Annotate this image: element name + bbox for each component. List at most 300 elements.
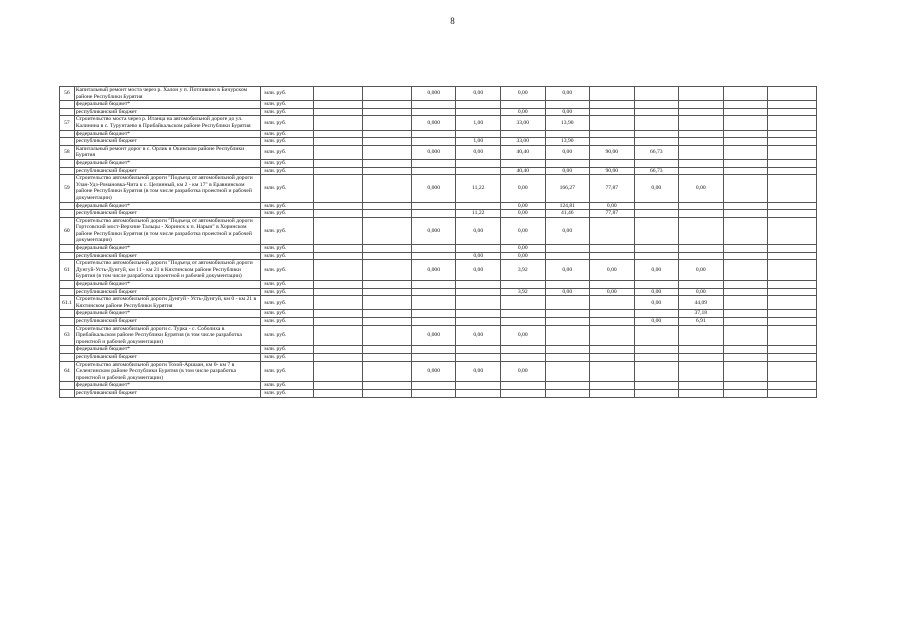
value-cell — [634, 252, 679, 260]
value-cell — [545, 346, 590, 354]
unit-cell: млн. руб. — [261, 252, 314, 260]
value-cell — [314, 346, 363, 354]
value-cell — [363, 361, 412, 382]
value-cell — [768, 288, 817, 296]
value-cell — [411, 138, 456, 146]
table-row-budget — [60, 101, 817, 109]
table-row-budget — [60, 281, 817, 289]
budget-source-cell: федеральный бюджет* — [74, 202, 261, 210]
value-cell: 1,00 — [456, 116, 501, 130]
value-cell — [679, 101, 724, 109]
budget-source-cell: республиканский бюджет — [74, 389, 261, 397]
value-cell — [363, 159, 412, 167]
value-cell — [723, 288, 768, 296]
value-cell — [768, 202, 817, 210]
unit-cell: млн. руб. — [261, 87, 314, 101]
value-cell — [314, 288, 363, 296]
value-cell — [456, 296, 501, 310]
value-cell — [411, 167, 456, 175]
value-cell: 0,00 — [634, 175, 679, 202]
budget-source-cell: федеральный бюджет* — [74, 346, 261, 354]
value-cell — [590, 353, 635, 361]
row-number-cell — [60, 252, 75, 260]
value-cell — [723, 202, 768, 210]
value-cell — [363, 145, 412, 159]
value-cell: 0,00 — [545, 108, 590, 116]
value-cell — [590, 318, 635, 326]
value-cell — [363, 260, 412, 281]
budget-source-cell: федеральный бюджет* — [74, 159, 261, 167]
value-cell — [411, 252, 456, 260]
value-cell — [634, 116, 679, 130]
value-cell — [411, 130, 456, 138]
value-cell — [768, 138, 817, 146]
value-cell — [314, 260, 363, 281]
value-cell: 33,00 — [500, 116, 545, 130]
value-cell — [314, 159, 363, 167]
budget-source-cell: федеральный бюджет* — [74, 245, 261, 253]
value-cell — [314, 310, 363, 318]
value-cell — [411, 101, 456, 109]
value-cell: 0,00 — [456, 252, 501, 260]
value-cell — [590, 382, 635, 390]
value-cell — [634, 108, 679, 116]
unit-cell: млн. руб. — [261, 260, 314, 281]
unit-cell: млн. руб. — [261, 325, 314, 346]
row-number-cell — [60, 353, 75, 361]
value-cell — [456, 389, 501, 397]
value-cell — [723, 260, 768, 281]
value-cell: 0,00 — [500, 361, 545, 382]
value-cell — [411, 288, 456, 296]
value-cell — [723, 318, 768, 326]
value-cell: 40,40 — [500, 145, 545, 159]
value-cell — [723, 145, 768, 159]
value-cell: 0,00 — [500, 87, 545, 101]
value-cell — [363, 138, 412, 146]
value-cell: 13,90 — [545, 138, 590, 146]
value-cell — [363, 210, 412, 218]
value-cell: 0,00 — [590, 202, 635, 210]
value-cell — [679, 245, 724, 253]
value-cell — [314, 108, 363, 116]
unit-cell: млн. руб. — [261, 145, 314, 159]
value-cell: 0,00 — [590, 288, 635, 296]
value-cell — [723, 361, 768, 382]
value-cell — [679, 325, 724, 346]
unit-cell: млн. руб. — [261, 116, 314, 130]
value-cell — [768, 145, 817, 159]
value-cell — [545, 296, 590, 310]
value-cell — [679, 389, 724, 397]
row-number-cell — [60, 101, 75, 109]
value-cell — [768, 318, 817, 326]
value-cell — [768, 245, 817, 253]
value-cell — [590, 87, 635, 101]
item-name-cell: Капитальный ремонт моста через р. Халон у п. Потливино в Бичурском районе Республики Бурятия — [74, 87, 261, 101]
value-cell: 0,00 — [545, 260, 590, 281]
value-cell — [363, 101, 412, 109]
value-cell — [363, 382, 412, 390]
value-cell: 13,90 — [545, 116, 590, 130]
value-cell — [545, 245, 590, 253]
value-cell — [590, 130, 635, 138]
row-number-cell: 64 — [60, 361, 75, 382]
value-cell: 0,000 — [411, 217, 456, 244]
table-row-item — [60, 296, 817, 310]
value-cell — [679, 167, 724, 175]
row-number-cell — [60, 130, 75, 138]
row-number-cell — [60, 210, 75, 218]
value-cell — [590, 310, 635, 318]
value-cell: 0,000 — [411, 325, 456, 346]
row-number-cell: 63 — [60, 325, 75, 346]
value-cell — [768, 260, 817, 281]
value-cell — [590, 361, 635, 382]
table-row-budget — [60, 245, 817, 253]
value-cell — [679, 382, 724, 390]
value-cell — [545, 101, 590, 109]
value-cell — [500, 389, 545, 397]
value-cell — [768, 108, 817, 116]
table-row-budget — [60, 382, 817, 390]
value-cell — [545, 159, 590, 167]
value-cell — [456, 202, 501, 210]
value-cell — [545, 281, 590, 289]
value-cell — [314, 116, 363, 130]
value-cell — [768, 382, 817, 390]
value-cell: 0,00 — [500, 217, 545, 244]
table-row-budget — [60, 310, 817, 318]
value-cell: 0,00 — [500, 252, 545, 260]
unit-cell: млн. руб. — [261, 389, 314, 397]
value-cell — [314, 389, 363, 397]
unit-cell: млн. руб. — [261, 281, 314, 289]
table-row-budget — [60, 159, 817, 167]
value-cell — [500, 353, 545, 361]
value-cell — [500, 382, 545, 390]
value-cell — [363, 296, 412, 310]
value-cell — [456, 288, 501, 296]
unit-cell: млн. руб. — [261, 101, 314, 109]
value-cell — [500, 281, 545, 289]
value-cell — [411, 296, 456, 310]
value-cell — [768, 389, 817, 397]
unit-cell: млн. руб. — [261, 361, 314, 382]
table-row-item — [60, 87, 817, 101]
row-number-cell: 59 — [60, 175, 75, 202]
unit-cell: млн. руб. — [261, 310, 314, 318]
value-cell — [363, 175, 412, 202]
table-row-budget — [60, 389, 817, 397]
value-cell — [723, 167, 768, 175]
value-cell: 0,00 — [456, 325, 501, 346]
value-cell — [634, 130, 679, 138]
value-cell — [590, 101, 635, 109]
row-number-cell — [60, 245, 75, 253]
value-cell: 0,00 — [634, 260, 679, 281]
value-cell — [679, 116, 724, 130]
value-cell — [634, 101, 679, 109]
table-row-budget — [60, 318, 817, 326]
value-cell — [411, 389, 456, 397]
value-cell: 0,00 — [545, 167, 590, 175]
row-number-cell — [60, 167, 75, 175]
row-number-cell — [60, 310, 75, 318]
value-cell — [363, 252, 412, 260]
value-cell — [679, 217, 724, 244]
value-cell: 0,00 — [456, 260, 501, 281]
value-cell — [634, 389, 679, 397]
value-cell: 0,000 — [411, 175, 456, 202]
value-cell — [456, 353, 501, 361]
unit-cell: млн. руб. — [261, 130, 314, 138]
value-cell — [634, 202, 679, 210]
value-cell — [679, 252, 724, 260]
value-cell — [590, 252, 635, 260]
value-cell: 0,000 — [411, 87, 456, 101]
value-cell: 90,00 — [590, 145, 635, 159]
row-number-cell — [60, 108, 75, 116]
value-cell — [723, 281, 768, 289]
budget-source-cell: республиканский бюджет — [74, 288, 261, 296]
value-cell — [723, 217, 768, 244]
value-cell — [314, 318, 363, 326]
value-cell — [723, 382, 768, 390]
value-cell — [723, 101, 768, 109]
value-cell — [411, 281, 456, 289]
value-cell — [363, 325, 412, 346]
value-cell — [500, 159, 545, 167]
value-cell — [456, 167, 501, 175]
value-cell: 37,18 — [679, 310, 724, 318]
value-cell — [679, 210, 724, 218]
value-cell — [590, 281, 635, 289]
value-cell — [411, 108, 456, 116]
value-cell — [363, 281, 412, 289]
value-cell — [590, 217, 635, 244]
budget-source-cell: республиканский бюджет — [74, 108, 261, 116]
value-cell — [634, 361, 679, 382]
row-number-cell — [60, 281, 75, 289]
value-cell: 0,00 — [634, 296, 679, 310]
row-number-cell: 58 — [60, 145, 75, 159]
value-cell — [723, 116, 768, 130]
value-cell — [314, 296, 363, 310]
row-number-cell — [60, 202, 75, 210]
value-cell: 0,00 — [500, 245, 545, 253]
value-cell: 40,40 — [500, 167, 545, 175]
table-row-item — [60, 175, 817, 202]
value-cell: 0,00 — [679, 288, 724, 296]
value-cell — [679, 361, 724, 382]
value-cell — [679, 138, 724, 146]
page-number: 8 — [450, 16, 455, 26]
value-cell — [768, 325, 817, 346]
value-cell: 0,00 — [679, 175, 724, 202]
unit-cell: млн. руб. — [261, 217, 314, 244]
value-cell — [679, 281, 724, 289]
item-name-cell: Строительство автомобильной дороги "Подъезд от автомобильной дороги Улан-Удэ-Романовка-Чита к с. Целинный, км 2 - км 17" в Еравнинском районе Республики Бурятия (в том числе разработка проектной и рабочей документации) — [74, 175, 261, 202]
row-number-cell — [60, 346, 75, 354]
value-cell — [723, 310, 768, 318]
value-cell — [590, 116, 635, 130]
value-cell — [363, 167, 412, 175]
table-row-item — [60, 260, 817, 281]
value-cell — [590, 389, 635, 397]
value-cell — [411, 353, 456, 361]
value-cell — [723, 245, 768, 253]
value-cell — [411, 245, 456, 253]
value-cell — [634, 217, 679, 244]
value-cell — [456, 382, 501, 390]
value-cell: 0,00 — [545, 288, 590, 296]
budget-source-cell: республиканский бюджет — [74, 210, 261, 218]
value-cell — [314, 202, 363, 210]
table-row-item — [60, 116, 817, 130]
value-cell: 44,09 — [679, 296, 724, 310]
value-cell — [723, 252, 768, 260]
value-cell — [590, 296, 635, 310]
value-cell — [500, 101, 545, 109]
value-cell — [768, 310, 817, 318]
value-cell — [314, 353, 363, 361]
value-cell — [723, 296, 768, 310]
value-cell — [314, 252, 363, 260]
value-cell — [679, 202, 724, 210]
row-number-cell — [60, 318, 75, 326]
value-cell — [723, 175, 768, 202]
value-cell — [723, 325, 768, 346]
value-cell — [363, 346, 412, 354]
value-cell: 0,00 — [456, 361, 501, 382]
unit-cell: млн. руб. — [261, 159, 314, 167]
row-number-cell: 61 — [60, 260, 75, 281]
value-cell — [723, 346, 768, 354]
unit-cell: млн. руб. — [261, 245, 314, 253]
value-cell — [363, 217, 412, 244]
value-cell — [679, 346, 724, 354]
row-number-cell: 61.1 — [60, 296, 75, 310]
table-row-item — [60, 361, 817, 382]
value-cell — [679, 353, 724, 361]
value-cell — [545, 361, 590, 382]
value-cell — [500, 346, 545, 354]
value-cell — [634, 346, 679, 354]
unit-cell: млн. руб. — [261, 210, 314, 218]
value-cell — [768, 159, 817, 167]
item-name-cell: Строительство автомобильной дороги Дунгуй - Усть-Дунгуй, км 0 - км 21 в Кяхтинском районе Республики Бурятия — [74, 296, 261, 310]
value-cell — [411, 318, 456, 326]
value-cell — [456, 310, 501, 318]
value-cell — [768, 116, 817, 130]
value-cell — [723, 353, 768, 361]
value-cell — [768, 101, 817, 109]
value-cell — [768, 167, 817, 175]
value-cell — [314, 101, 363, 109]
row-number-cell — [60, 159, 75, 167]
value-cell: 0,00 — [500, 210, 545, 218]
table-row-budget — [60, 202, 817, 210]
table-row-budget — [60, 346, 817, 354]
value-cell — [314, 167, 363, 175]
budget-source-cell: республиканский бюджет — [74, 252, 261, 260]
value-cell: 3,92 — [500, 260, 545, 281]
value-cell: 0,00 — [456, 217, 501, 244]
table-row-budget — [60, 252, 817, 260]
value-cell — [634, 281, 679, 289]
value-cell — [314, 245, 363, 253]
value-cell: 0,00 — [456, 145, 501, 159]
value-cell — [634, 382, 679, 390]
value-cell — [723, 130, 768, 138]
value-cell — [314, 130, 363, 138]
value-cell: 0,00 — [590, 260, 635, 281]
value-cell: 0,000 — [411, 116, 456, 130]
value-cell — [411, 310, 456, 318]
value-cell — [679, 159, 724, 167]
row-number-cell — [60, 382, 75, 390]
value-cell — [500, 296, 545, 310]
value-cell — [768, 353, 817, 361]
value-cell — [634, 353, 679, 361]
value-cell — [456, 318, 501, 326]
value-cell — [723, 389, 768, 397]
item-name-cell: Строительство автомобильной дороги "Подъезд от автомобильной дороги Дунгуй-Усть-Дунгуй, км 11 - км 21 в Кяхтинском районе Республики Бурятия (в том числе разработка проектной и рабочей документации) — [74, 260, 261, 281]
value-cell: 66,73 — [634, 145, 679, 159]
value-cell — [679, 145, 724, 159]
value-cell — [545, 382, 590, 390]
value-cell — [679, 130, 724, 138]
value-cell — [679, 87, 724, 101]
value-cell — [545, 252, 590, 260]
value-cell: 0,000 — [411, 145, 456, 159]
unit-cell: млн. руб. — [261, 318, 314, 326]
value-cell — [723, 210, 768, 218]
budget-source-cell: федеральный бюджет* — [74, 310, 261, 318]
value-cell: 0,00 — [634, 318, 679, 326]
table-row-budget — [60, 138, 817, 146]
value-cell — [363, 318, 412, 326]
value-cell — [545, 310, 590, 318]
table-row-budget — [60, 288, 817, 296]
unit-cell: млн. руб. — [261, 296, 314, 310]
value-cell — [363, 389, 412, 397]
value-cell: 124,81 — [545, 202, 590, 210]
budget-source-cell: республиканский бюджет — [74, 353, 261, 361]
value-cell: 0,00 — [545, 217, 590, 244]
budget-table — [59, 86, 817, 398]
value-cell — [363, 108, 412, 116]
table-row-item — [60, 217, 817, 244]
value-cell — [679, 108, 724, 116]
unit-cell: млн. руб. — [261, 167, 314, 175]
value-cell: 11,22 — [456, 210, 501, 218]
value-cell: 90,00 — [590, 167, 635, 175]
value-cell: 0,00 — [634, 288, 679, 296]
value-cell — [634, 87, 679, 101]
value-cell — [634, 159, 679, 167]
value-cell — [363, 310, 412, 318]
value-cell — [768, 252, 817, 260]
item-name-cell: Строительство автомобильной дороги "Подъезд от автомобильной дороги Гортсовский мост-Верхние Тальцы - Хоринск к п. Нарын" в Хоринском районе Республики Бурятия (в том числе разработка проектной и рабочей документации) — [74, 217, 261, 244]
value-cell — [768, 175, 817, 202]
value-cell: 1,00 — [456, 138, 501, 146]
unit-cell: млн. руб. — [261, 202, 314, 210]
value-cell — [456, 281, 501, 289]
value-cell — [723, 108, 768, 116]
value-cell — [363, 202, 412, 210]
